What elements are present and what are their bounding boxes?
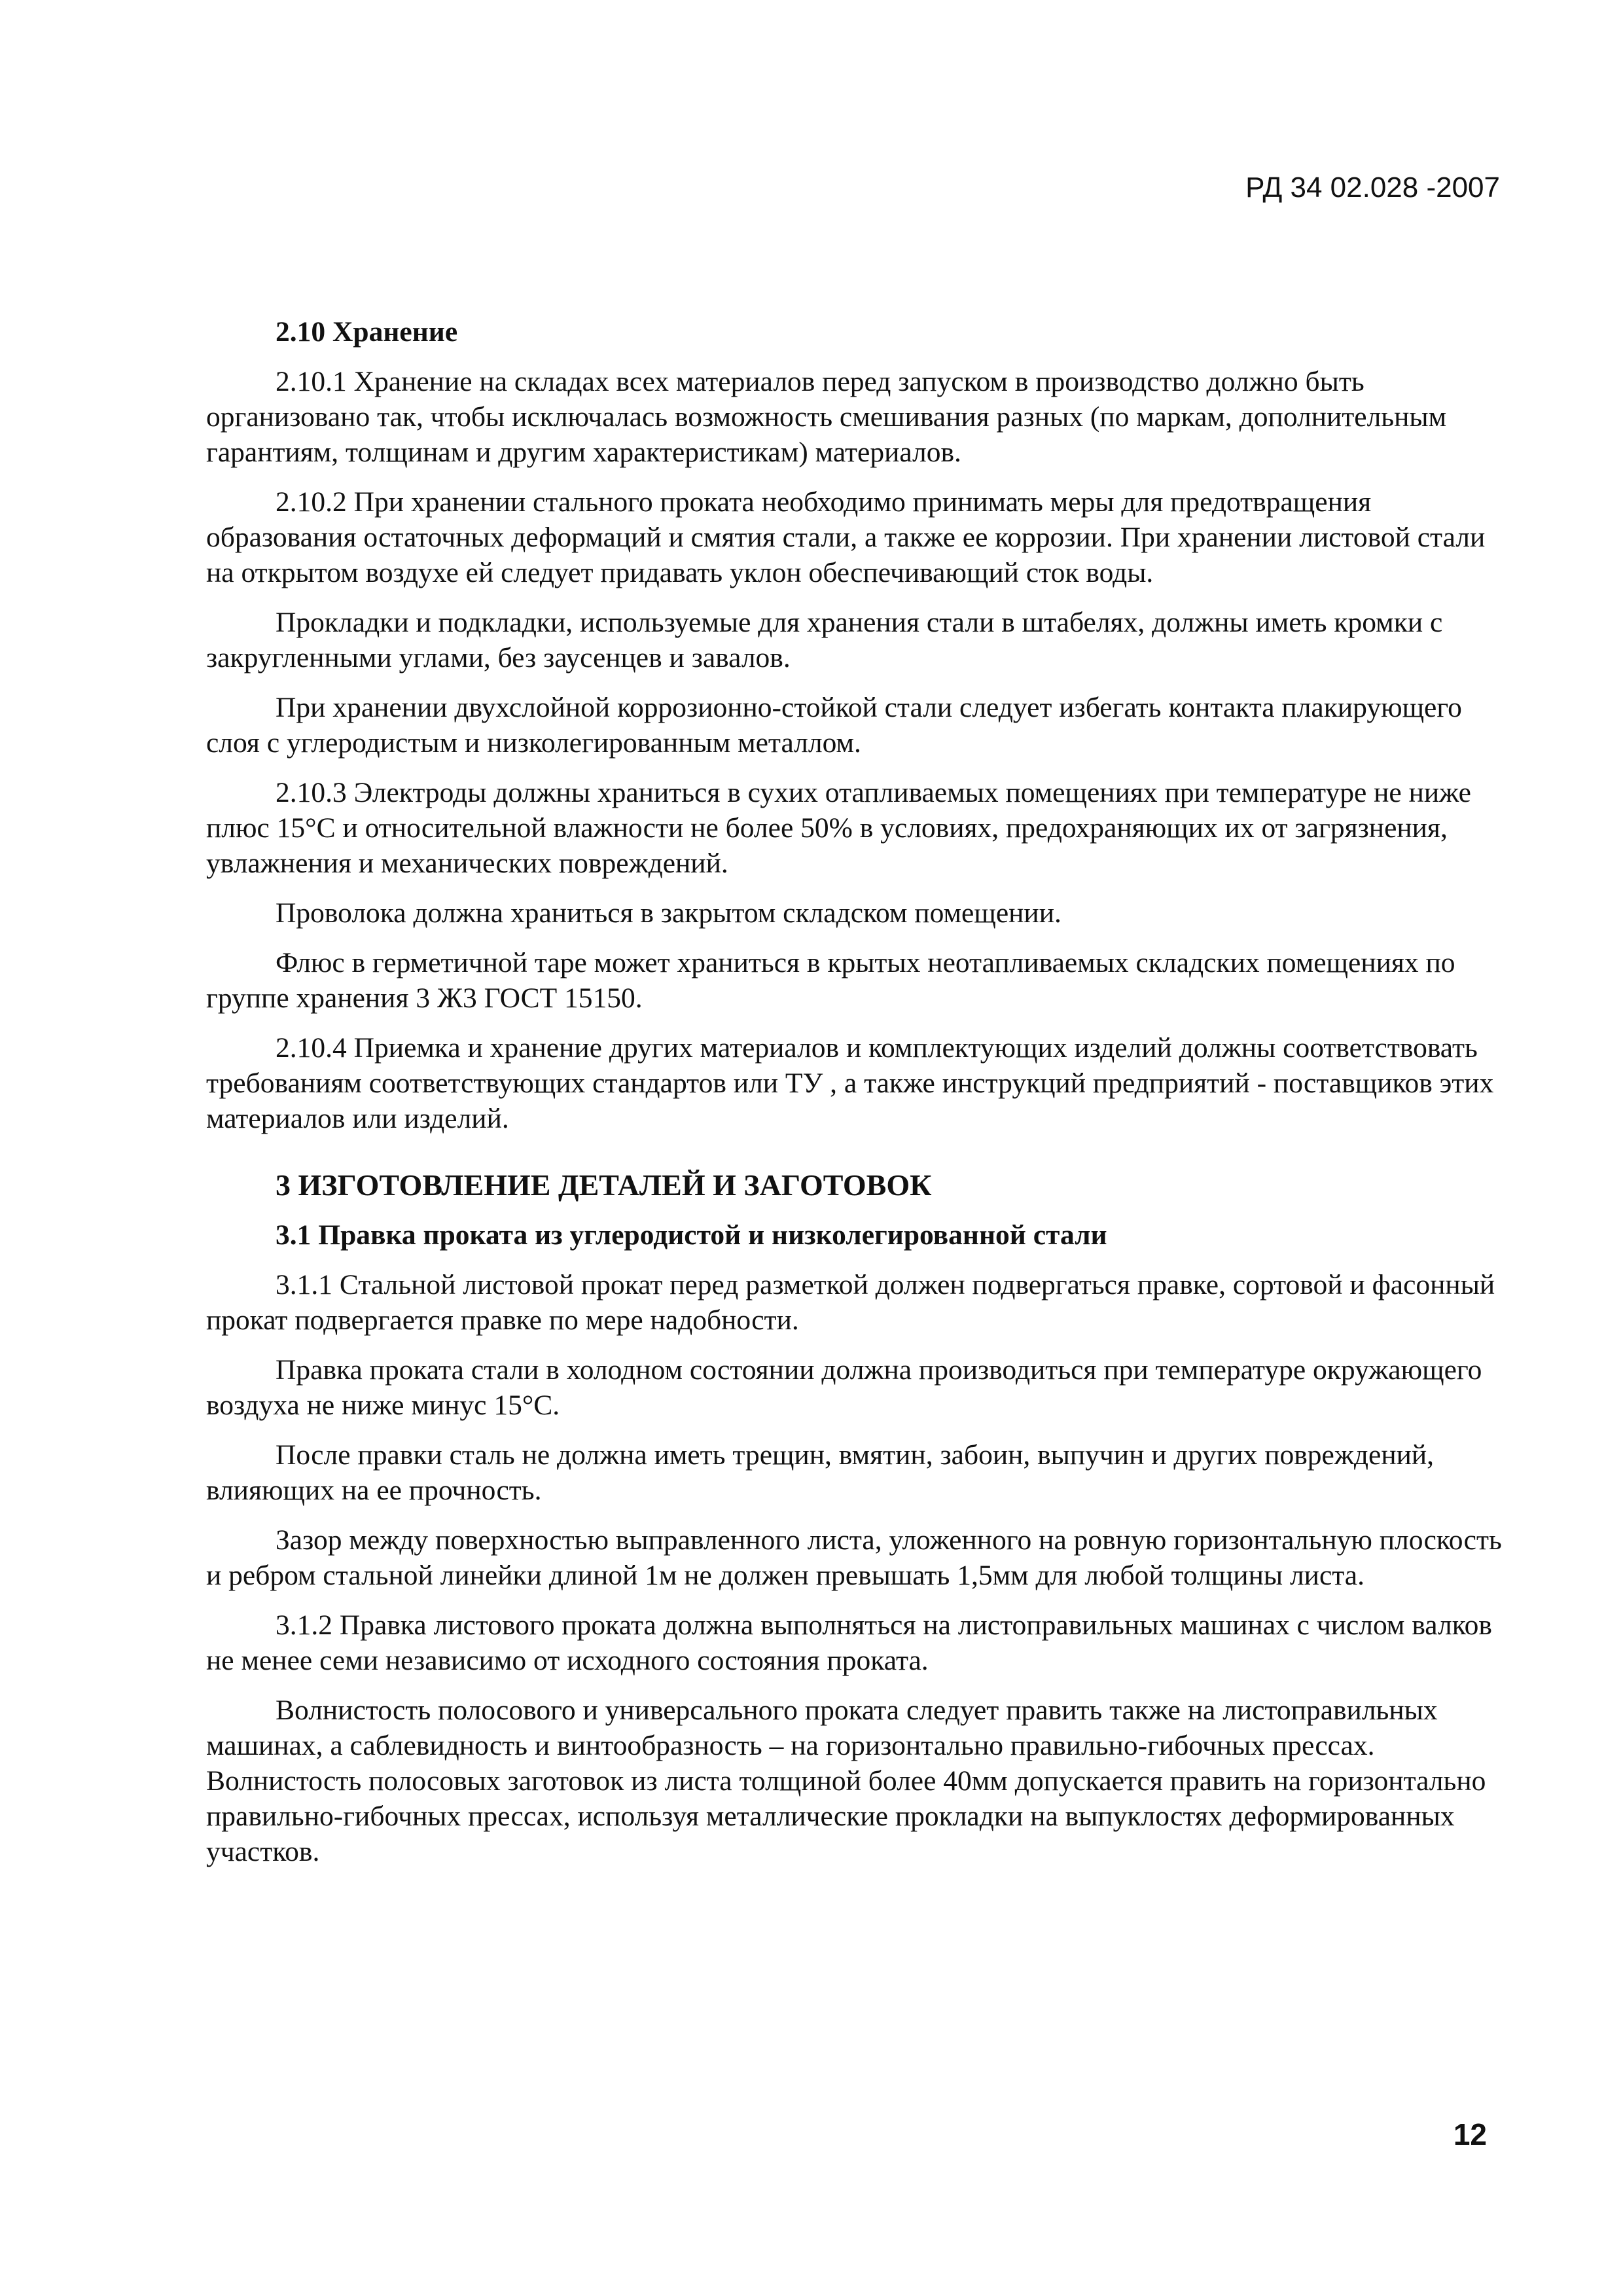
paragraph-wire-storage: Проволока должна храниться в закрытом складском помещении. [276,897,1061,929]
paragraph-after-straightening: После правки сталь не должна иметь трещин, вмятин, забоин, выпучин и других повреждений, влияющих на ее прочность. [206,1439,1435,1506]
paragraph-2-10-1: 2.10.1 Хранение на складах всех материалов перед запуском в производство должно быть организовано так, чтобы исключалась возможность смешивания разных (по маркам, дополнительным гарантиям, толщинам и другим характеристикам) материалов. [206,366,1447,468]
section-heading-3: 3 ИЗГОТОВЛЕНИЕ ДЕТАЛЕЙ И ЗАГОТОВОК [276,1168,932,1202]
section-heading-2-10: 2.10 Хранение [276,316,458,348]
paragraph-waviness: Волнистость полосового и универсального проката следует править также на листоправильных машинах, а саблевидность и винтообразность – на горизонтально правильно-гибочных прессах. Волнистость полосовых заготовок из листа толщиной более 40мм допускается править на горизонтально правильно-гибочных прессах, используя металлические прокладки на выпуклостях деформированных участков. [206,1695,1486,1867]
paragraph-spacers: Прокладки и подкладки, используемые для хранения стали в штабелях, должны иметь кромки с закругленными углами, без заусенцев и завалов. [206,607,1443,673]
paragraph-2-10-2: 2.10.2 При хранении стального проката необходимо принимать меры для предотвращения образования остаточных деформаций и смятия стали, а также ее коррозии. При хранении листовой стали на открытом воздухе ей следует придавать уклон обеспечивающий сток воды. [206,486,1486,588]
paragraph-3-1-1: 3.1.1 Стальной листовой прокат перед разметкой должен подвергаться правке, сортовой и фасонный прокат подвергается правке по мере надобности. [206,1269,1495,1336]
paragraph-cold-straightening: Правка проката стали в холодном состоянии должна производиться при температуре окружающего воздуха не ниже минус 15°С. [206,1354,1482,1421]
document-code: РД 34 02.028 -2007 [1245,171,1500,204]
paragraph-gap-tolerance: Зазор между поверхностью выправленного листа, уложенного на ровную горизонтальную плоскость и ребром стальной линейки длиной 1м не должен превышать 1,5мм для любой толщины листа. [206,1524,1502,1591]
paragraph-2-10-4: 2.10.4 Приемка и хранение других материалов и комплектующих изделий должны соответствовать требованиям соответствующих стандартов или ТУ , а также инструкций предприятий - поставщиков этих материалов или изделий. [206,1032,1494,1134]
paragraph-bimetal-steel: При хранении двухслойной коррозионно-стойкой стали следует избегать контакта плакирующего слоя с углеродистым и низколегированным металлом. [206,692,1462,759]
paragraph-3-1-2: 3.1.2 Правка листового проката должна выполняться на листоправильных машинах с числом валков не менее семи независимо от исходного состояния проката. [206,1609,1492,1676]
paragraph-flux-storage: Флюс в герметичной таре может храниться в крытых неотапливаемых складских помещениях по группе хранения 3 Ж3 ГОСТ 15150. [206,947,1455,1014]
section-heading-3-1: 3.1 Правка проката из углеродистой и низколегированной стали [276,1219,1107,1251]
paragraph-2-10-3: 2.10.3 Электроды должны храниться в сухих отапливаемых помещениях при температуре не ниже плюс 15°С и относительной влажности не более 50% в условиях, предохраняющих их от загрязнения, увлажнения и механических повреждений. [206,777,1471,879]
page-number: 12 [1453,2117,1487,2151]
document-body [206,314,1505,1884]
